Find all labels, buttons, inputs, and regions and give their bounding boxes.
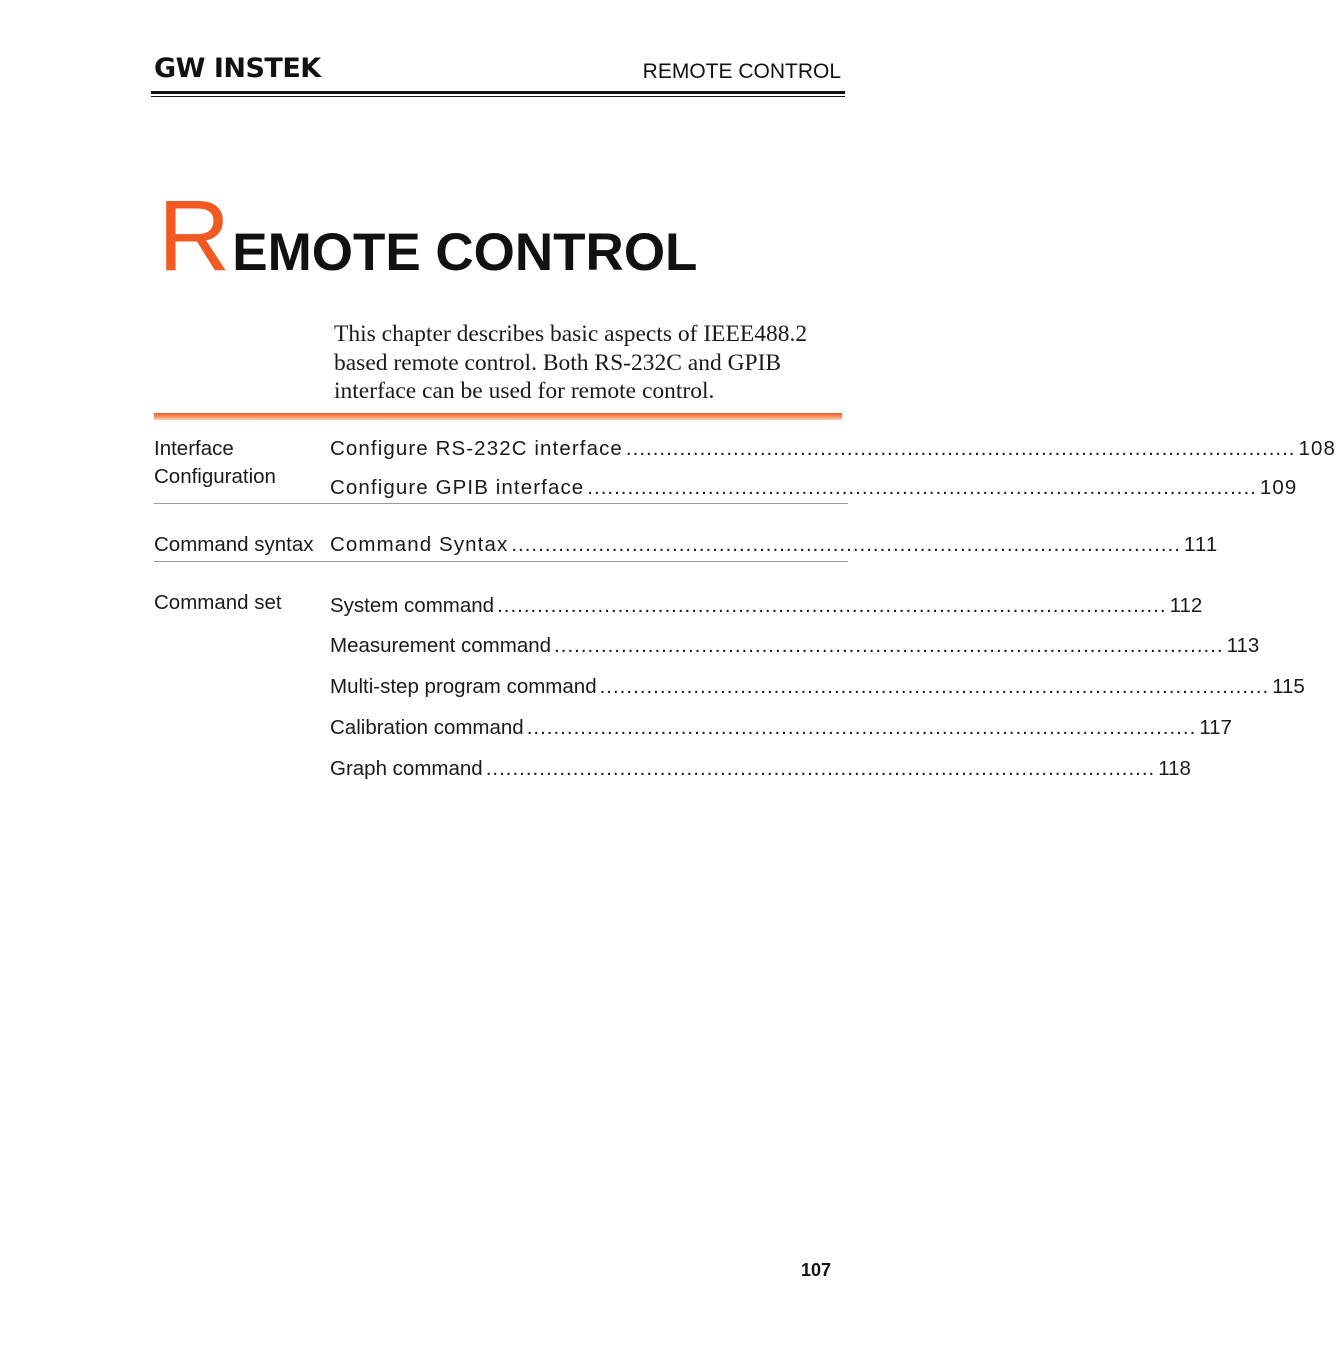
toc-entry-title: Calibration command — [330, 716, 524, 739]
toc-group-label-command-set: Command set — [154, 591, 282, 614]
gw-instek-logo: GW INSTEK — [154, 53, 321, 84]
toc-entry-page: 113 — [1226, 634, 1260, 657]
toc-entry-calibration-command[interactable] — [330, 715, 1232, 741]
toc-entry-measurement-command[interactable] — [330, 633, 1260, 659]
chapter-title-initial: R — [158, 180, 231, 292]
toc-entry-page: 108 — [1298, 437, 1336, 460]
toc-group-label-command-syntax: Command syntax — [154, 533, 314, 556]
toc-entry-page: 117 — [1199, 716, 1232, 739]
toc-entry-title: Graph command — [330, 757, 483, 780]
toc-leader-dots: .................................................................................................... — [497, 594, 1167, 617]
accent-rule — [154, 413, 842, 420]
toc-leader-dots: .................................................................................................... — [511, 533, 1181, 556]
toc-divider — [154, 503, 848, 504]
toc-entry-system-command[interactable] — [330, 593, 1203, 619]
toc-entry-page: 111 — [1183, 533, 1219, 556]
page-number: 107 — [800, 1260, 831, 1280]
toc-entry-title: Measurement command — [330, 634, 552, 657]
toc-leader-dots: .................................................................................................... — [587, 476, 1257, 499]
toc-leader-dots: .................................................................................................... — [526, 716, 1197, 739]
toc-entry-title: Multi-step program command — [330, 675, 597, 698]
toc-entry-graph-command[interactable] — [330, 756, 1191, 782]
toc-entry-title: System command — [330, 594, 495, 617]
toc-leader-dots: .................................................................................................... — [625, 437, 1296, 460]
chapter-intro: This chapter describes basic aspects of IEEE488.2 based remote control. Both RS-232C and GPIB interface can be used for remote control. — [334, 321, 808, 404]
header-rule — [151, 91, 845, 94]
toc-entry-page: 115 — [1272, 675, 1305, 698]
toc-entry-multi-step-program-command[interactable] — [330, 674, 1305, 700]
toc-entry-title: Configure RS-232C interface — [330, 437, 623, 460]
toc-entry-command-syntax[interactable] — [330, 532, 1219, 558]
toc-entry-title: Command Syntax — [330, 533, 509, 556]
running-header-section: REMOTE CONTROL — [642, 60, 841, 83]
toc-entry-page: 109 — [1259, 476, 1298, 499]
toc-leader-dots: .................................................................................................... — [554, 634, 1224, 657]
toc-entry-title: Configure GPIB interface — [330, 476, 585, 499]
toc-divider — [154, 561, 848, 562]
toc-leader-dots: .................................................................................................... — [485, 757, 1156, 780]
toc-leader-dots: .................................................................................................... — [599, 675, 1270, 698]
toc-entry-page: 118 — [1158, 757, 1191, 780]
header-rule-thin — [151, 96, 845, 97]
chapter-title-rest: EMOTE CONTROL — [232, 223, 698, 282]
chapter-title — [158, 180, 698, 292]
toc-entry-page: 112 — [1169, 594, 1203, 617]
toc-entry-configure-rs232c[interactable] — [330, 436, 1336, 462]
toc-entry-configure-gpib[interactable] — [330, 475, 1298, 501]
toc-group-label-interface-configuration: Interface Configuration — [154, 437, 276, 488]
